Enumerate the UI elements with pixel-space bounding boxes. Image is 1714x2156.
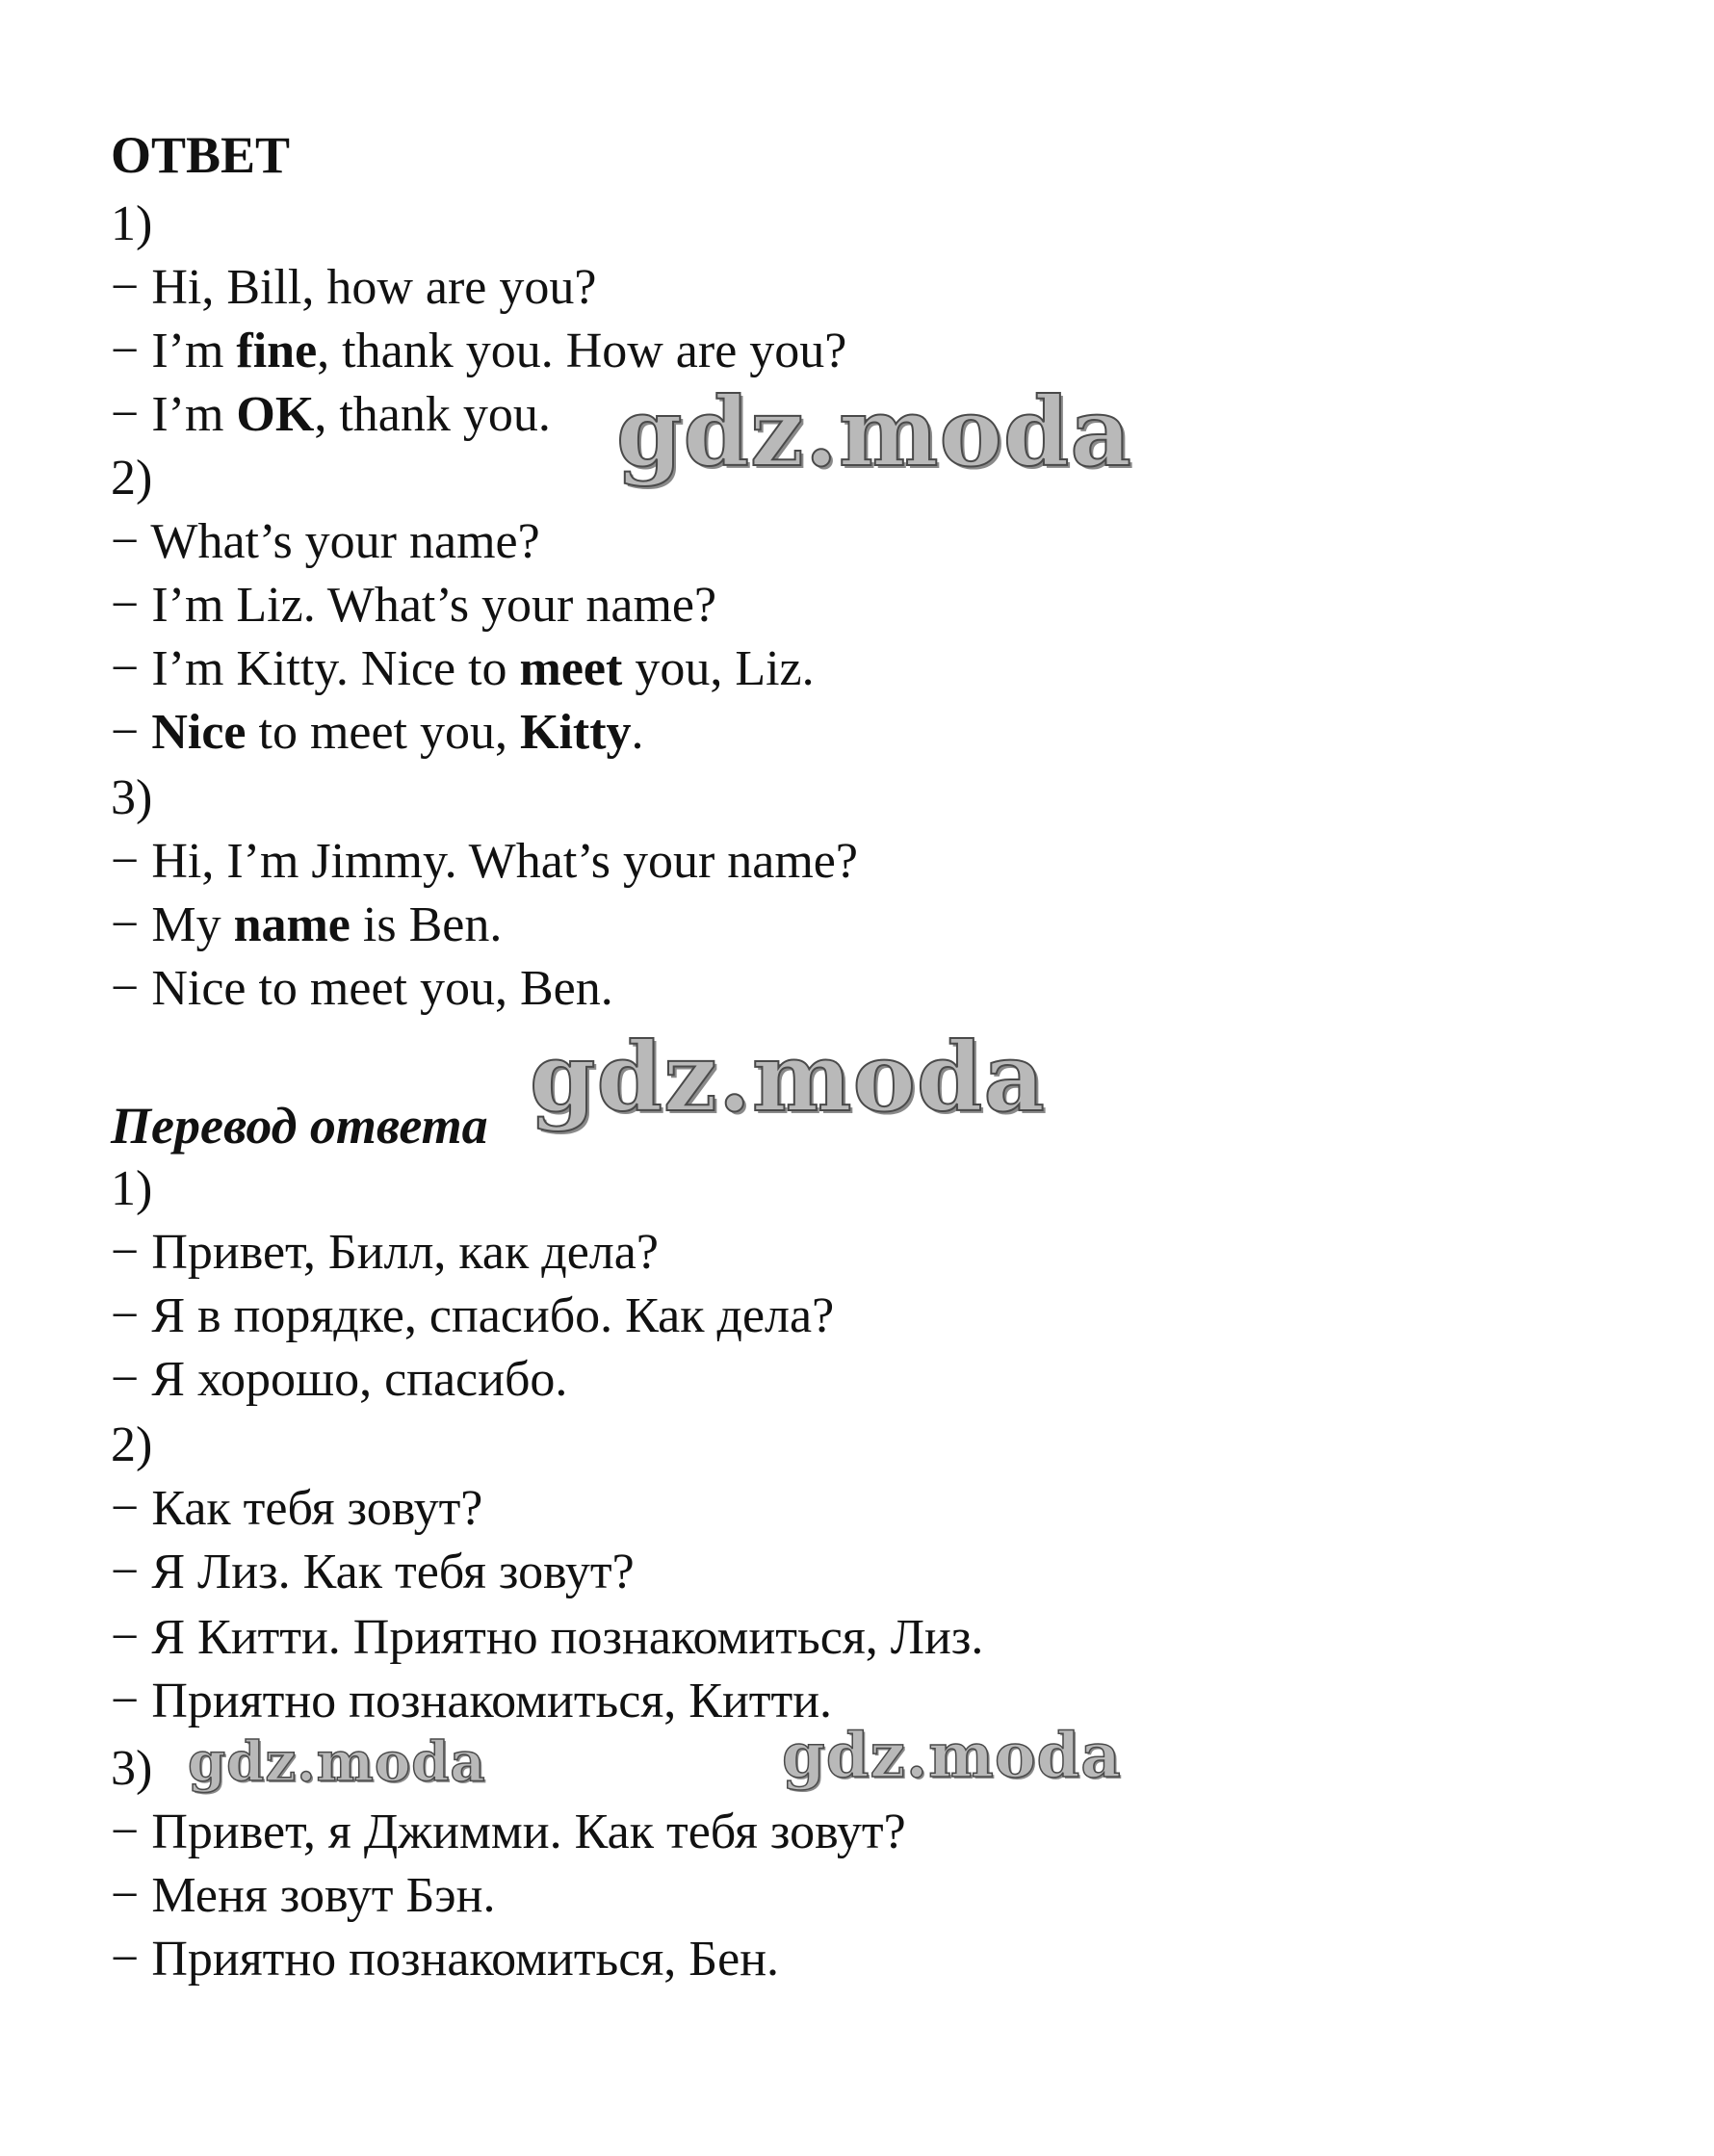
translation-1-line-3: − Я хорошо, спасибо. [111,1352,568,1407]
dialogue-2-line-4: − Nice to meet you, Kitty. [111,705,644,760]
watermark: gdz.moda [782,1720,1122,1792]
translation-3-line-1: − Привет, я Джимми. Как тебя зовут? [111,1805,906,1859]
translation-3-line-2: − Меня зовут Бэн. [111,1868,496,1923]
bold-word: Nice [151,705,247,760]
dialogue-3-number: 3) [111,770,153,825]
dialogue-2-line-2: − I’m Liz. What’s your name? [111,578,717,633]
bold-word: Kitty [520,705,632,760]
bold-word: fine [236,324,318,378]
dialogue-3-line-2: − My name is Ben. [111,897,503,952]
bold-word: name [233,897,351,952]
translation-2-line-4: − Приятно познакомиться, Китти. [111,1674,833,1728]
translation-3-number: 3) [111,1741,153,1796]
translation-2-line-2: − Я Лиз. Как тебя зовут? [111,1545,635,1599]
translation-2-line-3: − Я Китти. Приятно познакомиться, Лиз. [111,1610,984,1665]
dialogue-2-line-1: − What’s your name? [111,514,540,569]
watermark: gdz.moda [530,1023,1046,1133]
translation-2-line-1: − Как тебя зовут? [111,1481,483,1536]
dialogue-1-line-1: − Hi, Bill, how are you? [111,260,597,315]
translation-1-line-1: − Привет, Билл, как дела? [111,1225,659,1280]
translation-1-number: 1) [111,1161,153,1216]
answer-heading: ОТВЕТ [111,126,291,184]
translation-heading: Перевод ответа [111,1097,488,1155]
watermark: gdz.moda [616,377,1132,488]
bold-word: OK [236,387,315,442]
translation-1-line-2: − Я в порядке, спасибо. Как дела? [111,1288,835,1343]
translation-2-number: 2) [111,1417,153,1472]
dialogue-2-number: 2) [111,451,153,506]
bold-word: meet [519,641,623,696]
translation-3-line-3: − Приятно познакомиться, Бен. [111,1932,780,1987]
dialogue-1-line-2: − I’m fine, thank you. How are you? [111,324,847,378]
dialogue-3-line-1: − Hi, I’m Jimmy. What’s your name? [111,834,858,889]
dialogue-1-number: 1) [111,196,153,251]
dialogue-2-line-3: − I’m Kitty. Nice to meet you, Liz. [111,641,815,696]
dialogue-1-line-3: − I’m OK, thank you. [111,387,551,442]
watermark: gdz.moda [188,1730,486,1794]
dialogue-3-line-3: − Nice to meet you, Ben. [111,961,613,1016]
